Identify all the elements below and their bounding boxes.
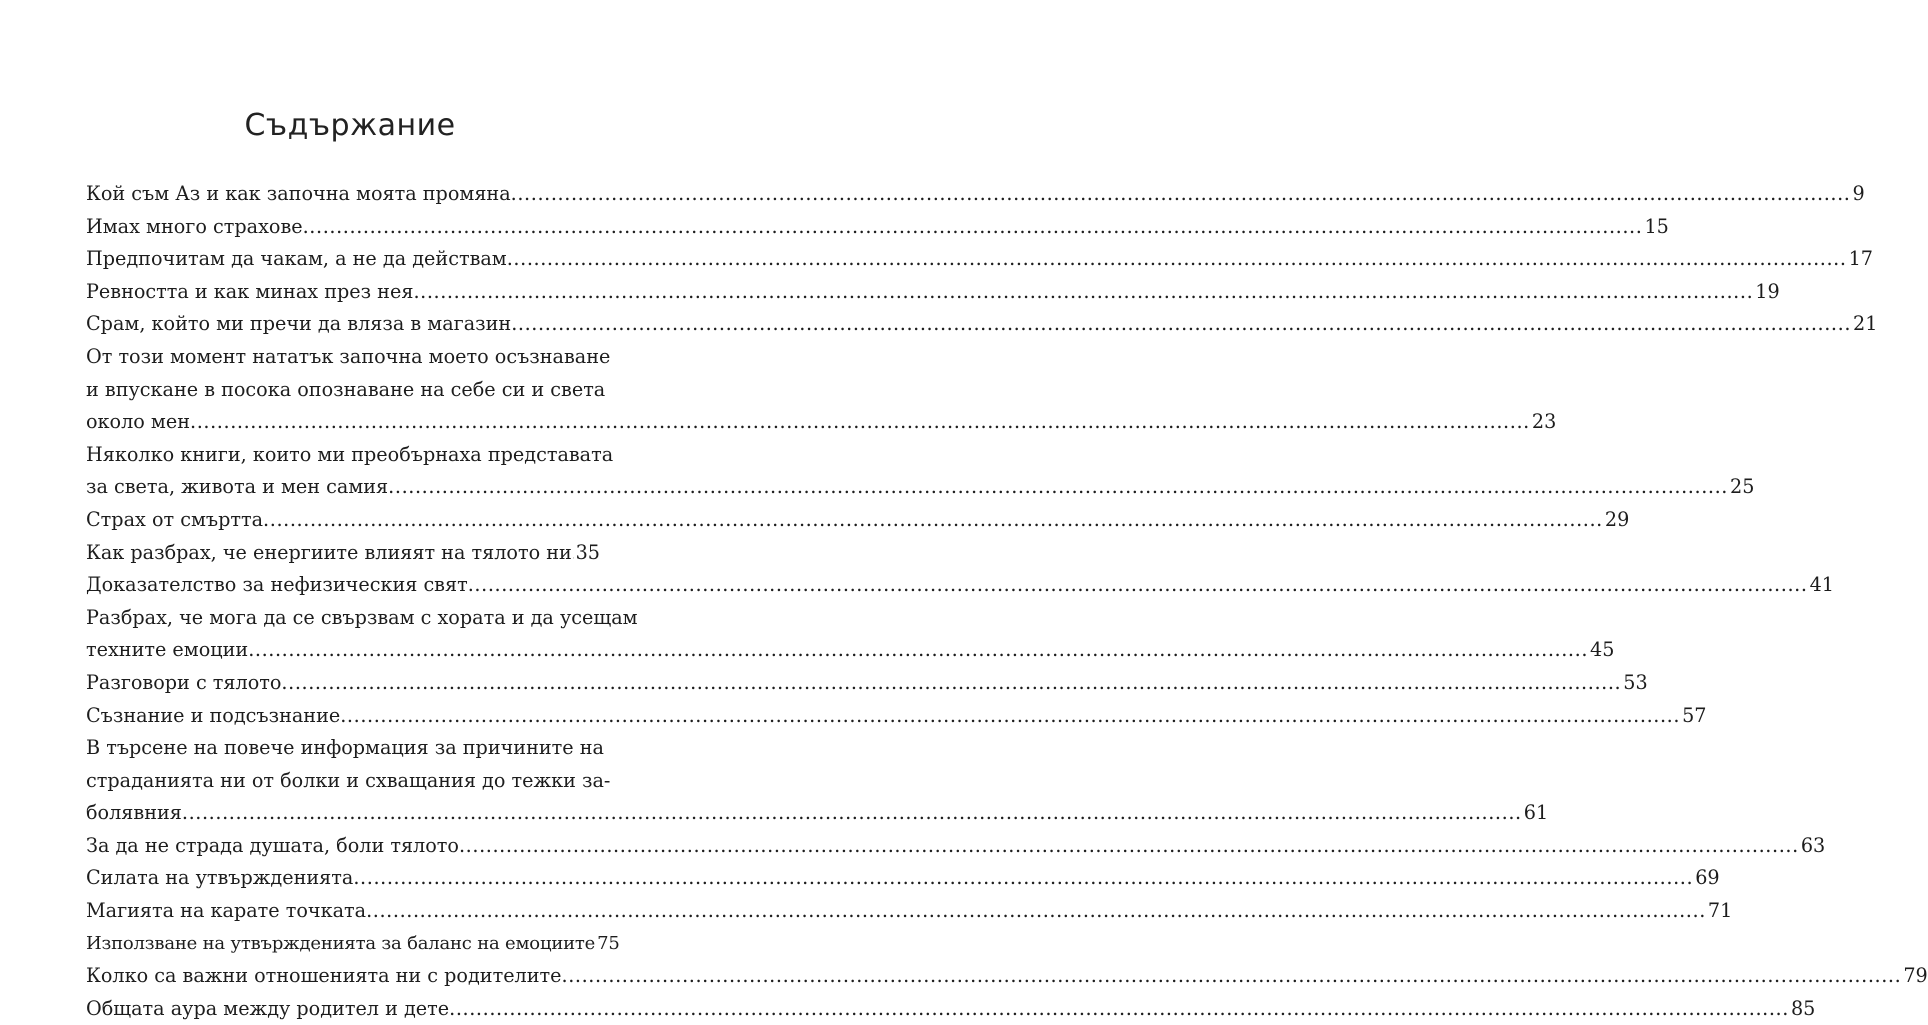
dot-leader: ........................................................................................................................................................................................................ (506, 247, 1847, 271)
toc-page-number: 21 (1853, 312, 1878, 336)
toc-entry-line: Няколко книги, които ми преобърнаха представата (86, 442, 614, 466)
toc-entry-row (86, 797, 1549, 830)
toc-entry (86, 732, 1549, 830)
toc-entry-row (86, 862, 1720, 895)
toc-entry (86, 276, 1780, 309)
toc-entry-title: Предпочитам да чакам, а не да действам (86, 247, 507, 271)
toc-entry (86, 569, 1834, 602)
toc-entry (86, 700, 1707, 733)
dot-leader: ........................................................................................................................................................................................................ (181, 801, 1522, 825)
toc-entry-line: От този момент нататък започна моето осъзнаване (86, 344, 611, 368)
toc-entry-row (86, 211, 1669, 244)
toc-page-number: 45 (1590, 638, 1615, 662)
toc-entry-title: Колко са важни отношенията ни с родителите (86, 964, 562, 988)
toc-entry-row (86, 276, 1780, 309)
toc-entry-title: Доказателство за нефизическия свят (86, 573, 468, 597)
dot-leader: ........................................................................................................................................................................................................ (388, 475, 1729, 499)
toc-entry-row (86, 243, 1873, 276)
toc-entry (86, 667, 1648, 700)
toc-page-number: 23 (1531, 410, 1557, 434)
toc-entry-title: Ревността и как минах през нея (86, 279, 414, 303)
toc-page-number: 85 (1790, 996, 1816, 1020)
toc-entry (86, 862, 1720, 895)
dot-leader: ........................................................................................................................................................................................................ (281, 670, 1622, 694)
toc-entry-row (86, 178, 1865, 211)
toc-entry-line: В търсене на повече информация за причините на (86, 736, 604, 760)
toc-entry-title: Имах много страхове (86, 214, 303, 238)
dot-leader: ........................................................................................................................................................................................................ (467, 573, 1808, 597)
dot-leader: ........................................................................................................................................................................................................ (302, 214, 1643, 238)
toc-page-number: 17 (1848, 247, 1873, 271)
toc-entry (86, 341, 1557, 439)
toc-entry-row (86, 700, 1707, 733)
toc-entry (86, 537, 600, 570)
dot-leader: ........................................................................................................................................................................................................ (263, 507, 1603, 531)
toc-entry-row (86, 471, 1755, 504)
toc-entry-title: Силата на утвържденията (86, 866, 354, 890)
toc-entry-row (86, 667, 1648, 700)
toc-page-number: 29 (1604, 507, 1630, 531)
toc-entry-title: болявния (86, 801, 182, 825)
toc-entry (86, 308, 1878, 341)
toc-page-number: 69 (1695, 866, 1720, 890)
toc-entry-row (86, 634, 1615, 667)
toc-entry-title: за света, живота и мен самия (86, 475, 389, 499)
toc-entry-row (86, 308, 1878, 341)
toc-entry-title: Кой съм Аз и как започна моята промяна (86, 182, 511, 205)
toc-entry-row (86, 406, 1557, 439)
toc-entry (86, 504, 1630, 537)
toc-page-number: 15 (1644, 214, 1669, 238)
dot-leader: ........................................................................................................................................................................................................ (353, 866, 1694, 890)
toc-page-number: 9 (1852, 182, 1865, 205)
toc-entry-line: Разбрах, че мога да се свързвам с хората и да усещам (86, 605, 638, 629)
toc-entry-title: Срам, който ми пречи да вляза в магазин (86, 312, 512, 336)
toc-entry (86, 178, 1865, 211)
toc-entry-row (86, 928, 620, 961)
toc-entry-line: и впускане в посока опознаване на себе си и света (86, 377, 606, 401)
dot-leader: ........................................................................................................................................................................................................ (248, 638, 1589, 662)
toc-entry-title: Разговори с тялото (86, 670, 282, 694)
toc-page-number: 41 (1809, 573, 1834, 597)
toc-page-number: 63 (1800, 833, 1826, 857)
toc-page-number: 57 (1682, 703, 1707, 727)
toc-page-number: 79 (1903, 964, 1928, 988)
toc-entry-title: Съзнание и подсъзнание (86, 703, 341, 727)
toc-entry-row (86, 830, 1826, 863)
toc-entry (86, 928, 620, 961)
toc-entry (86, 211, 1669, 244)
toc-entry-row (86, 569, 1834, 602)
table-of-contents (86, 178, 1928, 1025)
toc-entry-line: страданията ни от болки и схващания до тежки за- (86, 768, 611, 792)
dot-leader: ........................................................................................................................................................................................................ (561, 964, 1902, 988)
toc-entry (86, 439, 1755, 504)
toc-page-number: 53 (1623, 670, 1648, 694)
toc-entry-row (86, 895, 1733, 928)
dot-leader: ........................................................................................................................................................................................................ (458, 833, 1799, 857)
toc-entry (86, 830, 1826, 863)
toc-page-number: 75 (597, 932, 620, 954)
page-title: Съдържание (244, 108, 456, 143)
toc-entry-row (86, 960, 1928, 993)
toc-entry-title: Как разбрах, че енергиите влияят на тялото ни (86, 540, 572, 564)
toc-page-number: 35 (575, 540, 600, 564)
toc-entry-title: Страх от смъртта (86, 507, 264, 531)
toc-entry (86, 993, 1816, 1025)
toc-entry-row (86, 537, 600, 570)
toc-entry-row (86, 993, 1816, 1025)
dot-leader: ........................................................................................................................................................................................................ (366, 899, 1706, 923)
dot-leader: ........................................................................................................................................................................................................ (340, 703, 1681, 727)
toc-entry (86, 243, 1873, 276)
toc-entry-title: техните емоции (86, 638, 249, 662)
toc-entry-title: За да не страда душата, боли тялото (86, 833, 459, 857)
toc-entry-title: около мен (86, 410, 191, 434)
toc-entry-row (86, 504, 1630, 537)
toc-entry-title: Общата аура между родител и дете (86, 996, 450, 1020)
toc-entry (86, 602, 1615, 667)
toc-page-number: 19 (1755, 279, 1780, 303)
dot-leader: ........................................................................................................................................................................................................ (413, 279, 1754, 303)
dot-leader: ........................................................................................................................................................................................................ (510, 182, 1851, 205)
toc-entry-title: Магията на карате точката (86, 899, 367, 923)
toc-entry-title: Използване на утвържденията за баланс на емоциите (86, 932, 596, 954)
toc-page-number: 25 (1730, 475, 1755, 499)
dot-leader: ........................................................................................................................................................................................................ (511, 312, 1852, 336)
toc-entry (86, 960, 1928, 993)
toc-page-number: 61 (1523, 801, 1549, 825)
toc-entry (86, 895, 1733, 928)
dot-leader: ........................................................................................................................................................................................................ (190, 410, 1530, 434)
toc-page-number: 71 (1707, 899, 1733, 923)
dot-leader: ........................................................................................................................................................................................................ (449, 996, 1789, 1020)
